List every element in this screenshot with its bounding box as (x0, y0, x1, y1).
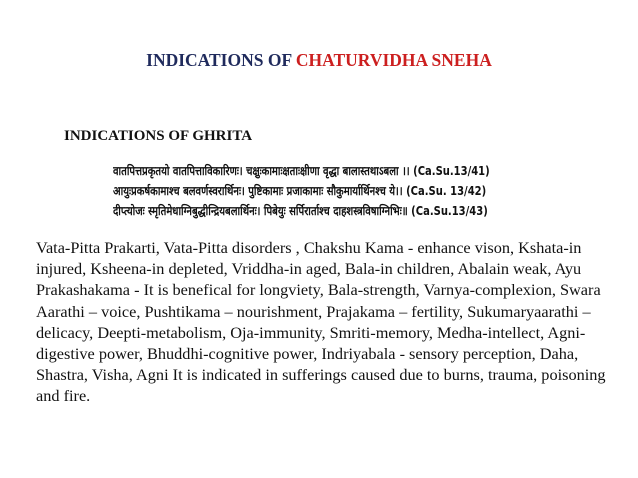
verse-line: दीप्त्योजः स्मृतिमेधाग्निबुद्धीन्द्रियबलार्थिनः। पिबेयुः सर्पिरार्ताश्च दाहशस्त्रविषाग्निभिः॥ (Ca.Su.13/43) (113, 204, 488, 218)
verse-line: वातपित्तप्रकृतयो वातपित्ताविकारिणः। चक्षुःकामाःक्षताःक्षीणा वृद्धा बालास्तथाऽबला ।। (Ca.Su.13/41) (113, 164, 490, 178)
title-text-part: INDICATIONS OF (146, 50, 296, 70)
body-paragraph: Vata-Pitta Prakarti, Vata-Pitta disorders , Chakshu Kama - enhance vison, Kshata-in injured, Ksheena-in depleted, Vriddha-in aged, Bala-in children, Abalain weak, Ayu Prakashakama - It is benefical for longviety, Bala-strength, Varnya-complexion, Swara Aarathi – voice, Pushtikama – nourishment, Prajakama – fertility, Sukumaryaarathi – delicacy, Deepti-metabolism, Oja-immunity, Smriti-memory, Medha-intellect, Agni-digestive power, Bhuddhi-cognitive power, Indriyabala - sensory perception, Daha, Shastra, Visha, Agni It is indicated in sufferings caused due to burns, trauma, poisoning and fire. (36, 238, 606, 406)
title-highlight-text: CHATURVIDHA SNEHA (295, 50, 492, 70)
section-heading: INDICATIONS OF GHRITA (64, 128, 253, 144)
slide-title (0, 50, 638, 71)
verse-line: आयुःप्रकर्षकामाश्च बलवर्णस्वरार्थिनः। पुष्टिकामाः प्रजाकामाः सौकुमार्यार्थिनश्च ये।। (Ca.Su. 13/42) (113, 184, 487, 198)
sanskrit-verses (113, 161, 613, 221)
